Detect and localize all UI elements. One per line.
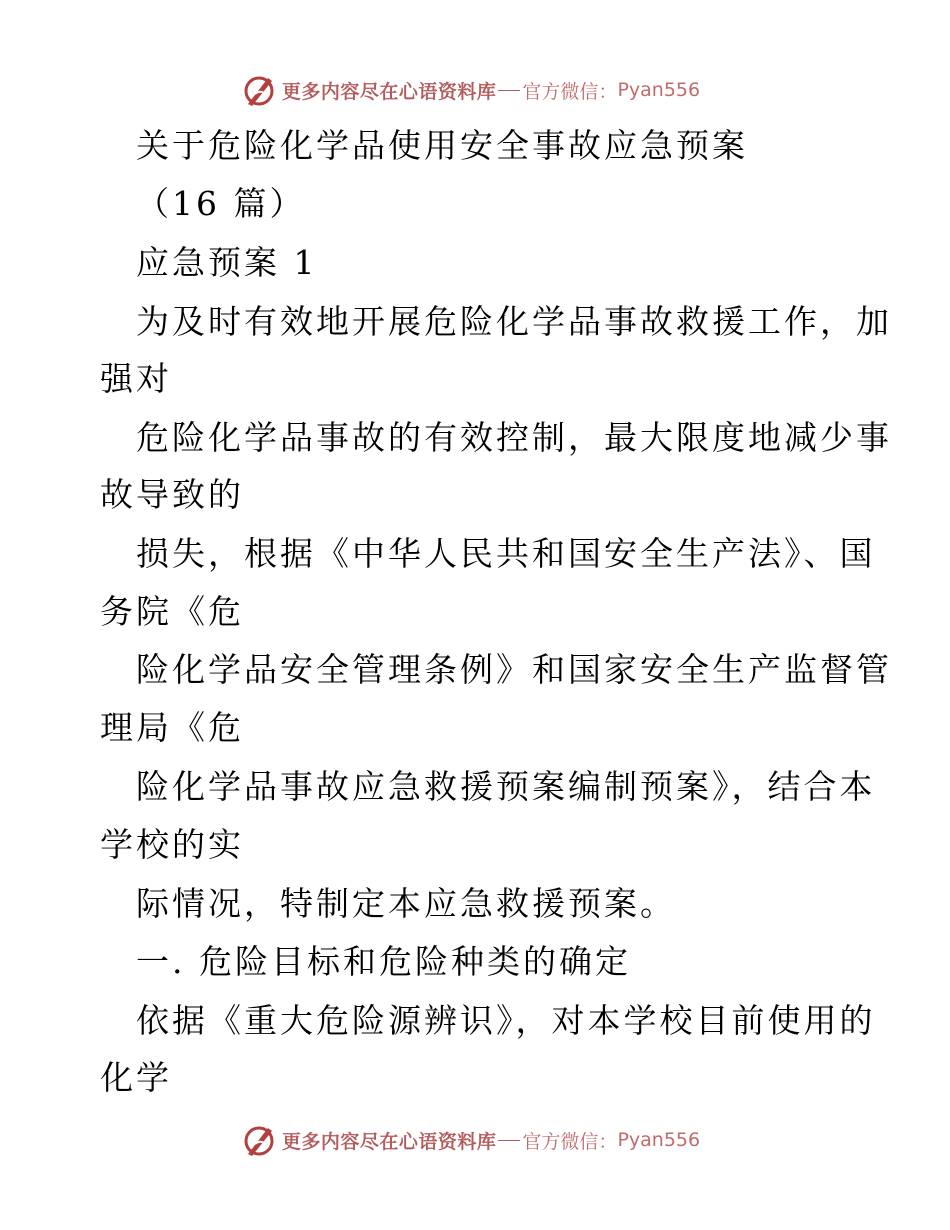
- text-line: 强对: [100, 359, 172, 398]
- text-line: 化学: [100, 1058, 172, 1097]
- banner-main-text: 更多内容尽在心语资料库: [281, 1130, 497, 1153]
- text-line: 损失，根据《中华人民共和国安全生产法》、国: [136, 534, 876, 573]
- text-line: 险化学品安全管理条例》和国家安全生产监督管: [136, 650, 892, 689]
- text-line: 危险化学品事故的有效控制，最大限度地减少事: [136, 418, 892, 457]
- text-line: 险化学品事故应急救援预案编制预案》，结合本: [136, 767, 876, 806]
- text-line: 故导致的: [100, 475, 244, 514]
- text-line: 务院《危: [100, 592, 244, 631]
- footer-watermark-banner: [0, 1118, 950, 1162]
- banner-dash: [498, 90, 520, 91]
- header-watermark-banner: [0, 68, 950, 112]
- text-line: 际情况，特制定本应急救援预案。: [136, 884, 676, 923]
- banner-official-text: 官方微信：: [522, 80, 618, 103]
- document-title: 关于危险化学品使用安全事故应急预案: [136, 126, 748, 165]
- text-line: 为及时有效地开展危险化学品事故救援工作，加: [136, 302, 892, 341]
- banner-wechat-id: Pyan556: [617, 79, 701, 101]
- text-line: 理局《危: [100, 708, 244, 747]
- pen-logo-icon: [242, 72, 278, 108]
- section-heading: 一. 危险目标和危险种类的确定: [136, 942, 631, 981]
- document-subtitle: （16 篇）: [136, 184, 306, 223]
- banner-official-text: 官方微信：: [522, 1130, 618, 1153]
- banner-main-text: 更多内容尽在心语资料库: [281, 80, 497, 103]
- pen-logo-icon: [242, 1122, 278, 1158]
- section-heading: 应急预案 1: [136, 243, 318, 282]
- text-line: 学校的实: [100, 825, 244, 864]
- text-line: 依据《重大危险源辨识》，对本学校目前使用的: [136, 1001, 876, 1040]
- banner-wechat-id: Pyan556: [617, 1129, 701, 1151]
- banner-dash: [498, 1140, 520, 1141]
